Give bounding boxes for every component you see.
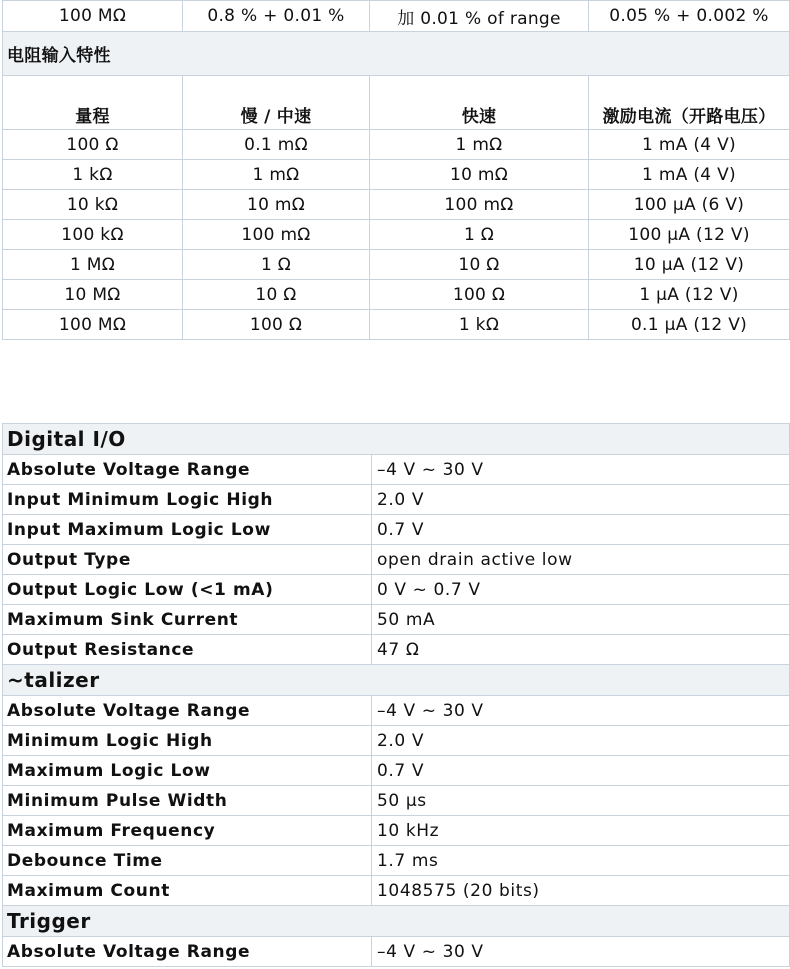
table-row — [3, 1, 790, 32]
table-cell: 10 kΩ — [3, 190, 183, 220]
table-row — [3, 937, 790, 967]
spec-value: 1048575 (20 bits) — [372, 876, 790, 906]
table-cell: 1 Ω — [183, 250, 370, 280]
column-header: 量程 — [3, 76, 183, 130]
table-cell: 1 μA (12 V) — [589, 280, 790, 310]
table-row — [3, 846, 790, 876]
spec-value: 0 V ~ 0.7 V — [372, 575, 790, 605]
spec-key: Minimum Logic High — [3, 726, 372, 756]
spec-key: Output Type — [3, 545, 372, 575]
spec-key: Maximum Logic Low — [3, 756, 372, 786]
spec-value: 2.0 V — [372, 726, 790, 756]
table-cell: 1 MΩ — [3, 250, 183, 280]
section-header-row — [3, 906, 790, 937]
table-cell: 1 mA (4 V) — [589, 130, 790, 160]
table-row — [3, 250, 790, 280]
spec-key: Absolute Voltage Range — [3, 937, 372, 967]
table-row — [3, 756, 790, 786]
spec-value: 10 kHz — [372, 816, 790, 846]
column-header: 慢 / 中速 — [183, 76, 370, 130]
spec-key: Input Maximum Logic Low — [3, 515, 372, 545]
table-row — [3, 696, 790, 726]
table-cell: 100 mΩ — [370, 190, 589, 220]
table-row — [3, 160, 790, 190]
section-title-trigger: Trigger — [3, 906, 790, 937]
table-row — [3, 876, 790, 906]
table-cell: 100 MΩ — [3, 1, 183, 32]
table-cell: 1 kΩ — [3, 160, 183, 190]
table-row — [3, 575, 790, 605]
spec-key: Maximum Frequency — [3, 816, 372, 846]
table-cell: 0.1 mΩ — [183, 130, 370, 160]
table-cell: 1 Ω — [370, 220, 589, 250]
table-cell: 100 Ω — [3, 130, 183, 160]
spec-value: –4 V ~ 30 V — [372, 696, 790, 726]
spec-key: Input Minimum Logic High — [3, 485, 372, 515]
column-header: 快速 — [370, 76, 589, 130]
spec-key: Output Resistance — [3, 635, 372, 665]
table-cell: 0.05 % + 0.002 % — [589, 1, 790, 32]
table-row — [3, 635, 790, 665]
spec-key: Maximum Sink Current — [3, 605, 372, 635]
table-row — [3, 726, 790, 756]
table-row — [3, 455, 790, 485]
table-row — [3, 545, 790, 575]
section-header-row — [3, 424, 790, 455]
section-header-row — [3, 665, 790, 696]
table-row — [3, 786, 790, 816]
table-row — [3, 220, 790, 250]
column-header: 激励电流（开路电压） — [589, 76, 790, 130]
spec-value: open drain active low — [372, 545, 790, 575]
table-cell: 100 Ω — [370, 280, 589, 310]
section-header-row — [3, 32, 790, 76]
table-cell: 1 kΩ — [370, 310, 589, 340]
table-cell: 10 MΩ — [3, 280, 183, 310]
column-header-row — [3, 76, 790, 130]
spec-key: Absolute Voltage Range — [3, 696, 372, 726]
table-cell: 100 mΩ — [183, 220, 370, 250]
table-row — [3, 130, 790, 160]
table-cell: 10 Ω — [370, 250, 589, 280]
table-cell: 0.1 μA (12 V) — [589, 310, 790, 340]
table-row — [3, 515, 790, 545]
spec-table — [2, 423, 790, 967]
table-cell: 10 Ω — [183, 280, 370, 310]
table-cell: 100 MΩ — [3, 310, 183, 340]
table-cell: 1 mΩ — [370, 130, 589, 160]
table-row — [3, 190, 790, 220]
table-cell: 加 0.01 % of range — [370, 1, 589, 32]
spec-key: Maximum Count — [3, 876, 372, 906]
table-cell: 0.8 % + 0.01 % — [183, 1, 370, 32]
table-row — [3, 280, 790, 310]
table-cell: 100 μA (6 V) — [589, 190, 790, 220]
table-cell: 100 Ω — [183, 310, 370, 340]
spec-value: 0.7 V — [372, 515, 790, 545]
resistance-table — [2, 0, 790, 340]
spec-key: Output Logic Low (<1 mA) — [3, 575, 372, 605]
table-row — [3, 485, 790, 515]
table-cell: 100 kΩ — [3, 220, 183, 250]
spec-value: –4 V ~ 30 V — [372, 455, 790, 485]
spec-value: 50 mA — [372, 605, 790, 635]
table-cell: 10 mΩ — [370, 160, 589, 190]
table-cell: 1 mΩ — [183, 160, 370, 190]
section-title: 电阻输入特性 — [3, 32, 790, 76]
table-cell: 10 μA (12 V) — [589, 250, 790, 280]
spec-key: Absolute Voltage Range — [3, 455, 372, 485]
table-cell: 1 mA (4 V) — [589, 160, 790, 190]
table-cell: 10 mΩ — [183, 190, 370, 220]
table-row — [3, 605, 790, 635]
spec-value: 2.0 V — [372, 485, 790, 515]
section-title-totalizer: ~talizer — [3, 665, 790, 696]
table-cell: 100 μA (12 V) — [589, 220, 790, 250]
spec-value: 0.7 V — [372, 756, 790, 786]
spec-key: Debounce Time — [3, 846, 372, 876]
spec-value: 50 μs — [372, 786, 790, 816]
table-row — [3, 310, 790, 340]
spec-value: –4 V ~ 30 V — [372, 937, 790, 967]
spec-value: 47 Ω — [372, 635, 790, 665]
section-title-digital-io: Digital I/O — [3, 424, 790, 455]
spec-key: Minimum Pulse Width — [3, 786, 372, 816]
table-row — [3, 816, 790, 846]
spec-value: 1.7 ms — [372, 846, 790, 876]
